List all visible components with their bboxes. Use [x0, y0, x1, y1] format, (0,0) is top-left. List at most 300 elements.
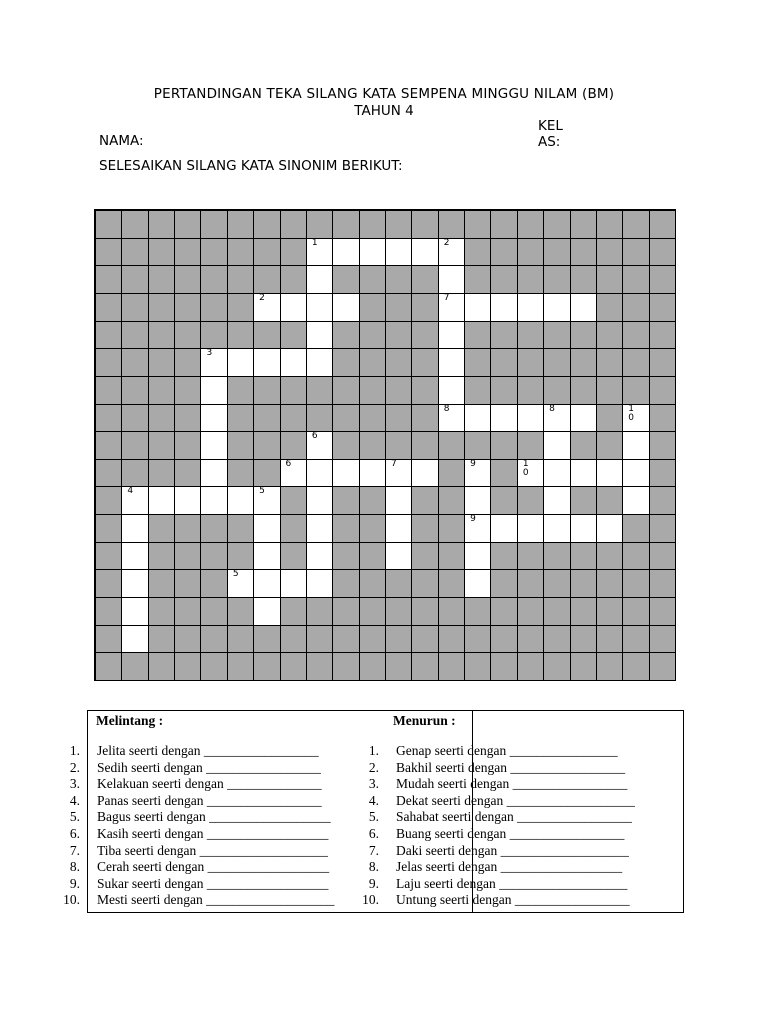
blocked-cell — [464, 348, 491, 377]
blocked-cell — [200, 238, 227, 267]
answer-cell[interactable] — [464, 459, 491, 488]
blocked-cell — [200, 293, 227, 322]
clue-index: 9. — [69, 875, 80, 891]
name-label: NAMA: — [99, 133, 144, 149]
blocked-cell — [517, 376, 544, 405]
blocked-cell — [490, 652, 517, 681]
blocked-cell — [95, 625, 122, 654]
blocked-cell — [332, 625, 359, 654]
answer-cell[interactable] — [438, 376, 465, 405]
blocked-cell — [148, 459, 175, 488]
blocked-cell — [148, 597, 175, 626]
answer-cell[interactable] — [543, 404, 570, 433]
answer-cell[interactable] — [332, 459, 359, 488]
blocked-cell — [174, 404, 201, 433]
blocked-cell — [596, 652, 623, 681]
answer-cell[interactable] — [253, 348, 280, 377]
answer-cell[interactable] — [121, 569, 148, 598]
blocked-cell — [649, 265, 676, 294]
blocked-cell — [517, 597, 544, 626]
answer-cell[interactable] — [596, 514, 623, 543]
blocked-cell — [411, 542, 438, 571]
blocked-cell — [253, 459, 280, 488]
answer-cell[interactable] — [438, 404, 465, 433]
answer-cell[interactable] — [306, 459, 333, 488]
blocked-cell — [121, 404, 148, 433]
blocked-cell — [411, 293, 438, 322]
class-label: KEL AS: — [538, 118, 563, 150]
answer-cell[interactable] — [280, 459, 307, 488]
blocked-cell — [596, 542, 623, 571]
answer-cell[interactable] — [253, 542, 280, 571]
blocked-cell — [306, 404, 333, 433]
answer-cell[interactable] — [332, 293, 359, 322]
blocked-cell — [359, 597, 386, 626]
blocked-cell — [411, 321, 438, 350]
clue-number: 2 — [259, 292, 265, 303]
blocked-cell — [596, 238, 623, 267]
clue-index: 7. — [69, 842, 80, 858]
blocked-cell — [359, 542, 386, 571]
blocked-cell — [200, 542, 227, 571]
blocked-cell — [359, 210, 386, 239]
blocked-cell — [622, 293, 649, 322]
blocked-cell — [411, 652, 438, 681]
blocked-cell — [517, 431, 544, 460]
blocked-cell — [359, 625, 386, 654]
answer-cell[interactable] — [570, 404, 597, 433]
blocked-cell — [253, 238, 280, 267]
blocked-cell — [332, 486, 359, 515]
answer-cell[interactable] — [490, 404, 517, 433]
clue-index: 4. — [368, 792, 379, 808]
clue-number: 10 — [628, 403, 634, 424]
answer-cell[interactable] — [490, 514, 517, 543]
answer-cell[interactable] — [385, 486, 412, 515]
answer-cell[interactable] — [253, 569, 280, 598]
clue-text: Genap seerti dengan ________________ — [396, 743, 618, 758]
blocked-cell — [332, 652, 359, 681]
blocked-cell — [227, 376, 254, 405]
blocked-cell — [385, 625, 412, 654]
clue-text: Daki seerti dengan ___________________ — [396, 842, 629, 858]
blocked-cell — [253, 265, 280, 294]
answer-cell[interactable] — [306, 265, 333, 294]
blocked-cell — [332, 542, 359, 571]
clue-index: 5. — [69, 809, 80, 825]
answer-cell[interactable] — [280, 569, 307, 598]
clue-text: Jelas seerti dengan __________________ — [396, 859, 623, 875]
blocked-cell — [649, 652, 676, 681]
blocked-cell — [280, 404, 307, 433]
blocked-cell — [385, 293, 412, 322]
answer-cell[interactable] — [121, 514, 148, 543]
answer-cell[interactable] — [227, 569, 254, 598]
blocked-cell — [280, 431, 307, 460]
blocked-cell — [306, 597, 333, 626]
blocked-cell — [649, 625, 676, 654]
blocked-cell — [411, 597, 438, 626]
blocked-cell — [227, 238, 254, 267]
answer-cell[interactable] — [438, 238, 465, 267]
clue-number: 7 — [391, 458, 397, 469]
clue-number: 9 — [470, 458, 476, 469]
blocked-cell — [95, 514, 122, 543]
answer-cell[interactable] — [622, 459, 649, 488]
blocked-cell — [464, 652, 491, 681]
answer-cell[interactable] — [438, 293, 465, 322]
clue-text: Sedih seerti dengan _________________ — [97, 759, 321, 775]
answer-cell[interactable] — [200, 376, 227, 405]
answer-cell[interactable] — [121, 542, 148, 571]
answer-cell[interactable] — [438, 321, 465, 350]
blocked-cell — [148, 210, 175, 239]
answer-cell[interactable] — [359, 459, 386, 488]
blocked-cell — [359, 404, 386, 433]
answer-cell[interactable] — [517, 514, 544, 543]
blocked-cell — [385, 376, 412, 405]
clue-text: Jelita seerti dengan _________________ — [97, 743, 319, 758]
blocked-cell — [622, 321, 649, 350]
blocked-cell — [570, 486, 597, 515]
answer-cell[interactable] — [306, 293, 333, 322]
answer-cell[interactable] — [253, 597, 280, 626]
blocked-cell — [95, 348, 122, 377]
blocked-cell — [306, 210, 333, 239]
blocked-cell — [95, 265, 122, 294]
clue-index: 3. — [69, 776, 80, 792]
clue-index: 6. — [69, 826, 80, 841]
blocked-cell — [490, 597, 517, 626]
clue-text: Untung seerti dengan _________________ — [396, 892, 630, 908]
blocked-cell — [174, 569, 201, 598]
blocked-cell — [543, 265, 570, 294]
blocked-cell — [517, 210, 544, 239]
clue-number: 1 — [311, 237, 318, 248]
blocked-cell — [517, 321, 544, 350]
blocked-cell — [174, 514, 201, 543]
blocked-cell — [490, 431, 517, 460]
answer-cell[interactable] — [200, 404, 227, 433]
blocked-cell — [570, 321, 597, 350]
answer-cell[interactable] — [306, 431, 333, 460]
clue-text: Kelakuan seerti dengan ______________ — [97, 776, 322, 792]
blocked-cell — [280, 597, 307, 626]
answer-cell[interactable] — [596, 459, 623, 488]
answer-cell[interactable] — [306, 514, 333, 543]
blocked-cell — [148, 293, 175, 322]
blocked-cell — [649, 210, 676, 239]
answer-cell[interactable] — [306, 569, 333, 598]
blocked-cell — [464, 321, 491, 350]
blocked-cell — [385, 265, 412, 294]
blocked-cell — [359, 514, 386, 543]
blocked-cell — [570, 348, 597, 377]
blocked-cell — [570, 652, 597, 681]
answer-cell[interactable] — [253, 293, 280, 322]
answer-cell[interactable] — [121, 625, 148, 654]
blocked-cell — [385, 210, 412, 239]
blocked-cell — [464, 597, 491, 626]
answer-cell[interactable] — [227, 348, 254, 377]
answer-cell[interactable] — [411, 459, 438, 488]
blocked-cell — [253, 652, 280, 681]
blocked-cell — [332, 265, 359, 294]
blocked-cell — [438, 210, 465, 239]
answer-cell[interactable] — [464, 569, 491, 598]
blocked-cell — [385, 348, 412, 377]
blocked-cell — [174, 238, 201, 267]
blocked-cell — [306, 652, 333, 681]
blocked-cell — [95, 459, 122, 488]
blocked-cell — [359, 431, 386, 460]
blocked-cell — [280, 210, 307, 239]
answer-cell[interactable] — [464, 293, 491, 322]
answer-cell[interactable] — [253, 486, 280, 515]
clue-text: Bakhil seerti dengan _________________ — [396, 759, 626, 775]
clue-index: 10. — [362, 892, 379, 908]
blocked-cell — [649, 348, 676, 377]
blocked-cell — [95, 293, 122, 322]
blocked-cell — [148, 652, 175, 681]
answer-cell[interactable] — [385, 542, 412, 571]
blocked-cell — [174, 459, 201, 488]
blocked-cell — [464, 625, 491, 654]
answer-cell[interactable] — [411, 238, 438, 267]
blocked-cell — [622, 542, 649, 571]
answer-cell[interactable] — [306, 238, 333, 267]
blocked-cell — [517, 238, 544, 267]
blocked-cell — [596, 625, 623, 654]
blocked-cell — [332, 210, 359, 239]
answer-cell[interactable] — [306, 321, 333, 350]
answer-cell[interactable] — [385, 459, 412, 488]
blocked-cell — [543, 348, 570, 377]
answer-cell[interactable] — [490, 293, 517, 322]
blocked-cell — [227, 210, 254, 239]
answer-cell[interactable] — [464, 542, 491, 571]
blocked-cell — [121, 265, 148, 294]
blocked-cell — [359, 265, 386, 294]
blocked-cell — [543, 376, 570, 405]
blocked-cell — [174, 210, 201, 239]
answer-cell[interactable] — [543, 514, 570, 543]
answer-cell[interactable] — [121, 486, 148, 515]
answer-cell[interactable] — [464, 514, 491, 543]
blocked-cell — [517, 542, 544, 571]
blocked-cell — [622, 376, 649, 405]
blocked-cell — [359, 486, 386, 515]
blocked-cell — [227, 542, 254, 571]
blocked-cell — [280, 652, 307, 681]
blocked-cell — [570, 376, 597, 405]
answer-cell[interactable] — [438, 265, 465, 294]
down-heading: Menurun : — [393, 713, 456, 728]
clue-number: 4 — [127, 486, 134, 497]
blocked-cell — [174, 348, 201, 377]
blocked-cell — [490, 265, 517, 294]
answer-cell[interactable] — [306, 486, 333, 515]
blocked-cell — [174, 321, 201, 350]
blocked-cell — [570, 210, 597, 239]
blocked-cell — [280, 376, 307, 405]
blocked-cell — [121, 348, 148, 377]
blocked-cell — [490, 542, 517, 571]
answer-cell[interactable] — [517, 459, 544, 488]
blocked-cell — [649, 404, 676, 433]
answer-cell[interactable] — [332, 238, 359, 267]
blocked-cell — [227, 597, 254, 626]
answer-cell[interactable] — [306, 348, 333, 377]
blocked-cell — [227, 431, 254, 460]
blocked-cell — [622, 625, 649, 654]
blocked-cell — [121, 293, 148, 322]
clue-text: Kasih seerti dengan __________________ — [97, 826, 329, 841]
answer-cell[interactable] — [200, 459, 227, 488]
blocked-cell — [280, 542, 307, 571]
blocked-cell — [649, 293, 676, 322]
answer-cell[interactable] — [385, 238, 412, 267]
answer-cell[interactable] — [280, 348, 307, 377]
answer-cell[interactable] — [280, 293, 307, 322]
answer-cell[interactable] — [121, 597, 148, 626]
answer-cell[interactable] — [464, 404, 491, 433]
blocked-cell — [332, 348, 359, 377]
answer-cell[interactable] — [622, 404, 649, 433]
answer-cell[interactable] — [543, 431, 570, 460]
blocked-cell — [148, 321, 175, 350]
blocked-cell — [253, 625, 280, 654]
blocked-cell — [200, 569, 227, 598]
clue-index: 2. — [69, 759, 80, 775]
blocked-cell — [411, 569, 438, 598]
blocked-cell — [332, 431, 359, 460]
answer-cell[interactable] — [227, 486, 254, 515]
blocked-cell — [359, 321, 386, 350]
clue-text: Panas seerti dengan _________________ — [97, 792, 322, 808]
answer-cell[interactable] — [543, 459, 570, 488]
answer-cell[interactable] — [543, 486, 570, 515]
blocked-cell — [280, 625, 307, 654]
answer-cell[interactable] — [385, 514, 412, 543]
blocked-cell — [517, 625, 544, 654]
blocked-cell — [490, 625, 517, 654]
blocked-cell — [411, 376, 438, 405]
instruction-text: SELESAIKAN SILANG KATA SINONIM BERIKUT: — [99, 158, 403, 174]
blocked-cell — [385, 404, 412, 433]
answer-cell[interactable] — [148, 486, 175, 515]
blocked-cell — [121, 652, 148, 681]
answer-cell[interactable] — [464, 486, 491, 515]
blocked-cell — [174, 265, 201, 294]
answer-cell[interactable] — [174, 486, 201, 515]
answer-cell[interactable] — [570, 459, 597, 488]
blocked-cell — [95, 597, 122, 626]
blocked-cell — [359, 652, 386, 681]
blocked-cell — [332, 321, 359, 350]
blocked-cell — [411, 625, 438, 654]
answer-cell[interactable] — [570, 514, 597, 543]
answer-cell[interactable] — [200, 486, 227, 515]
blocked-cell — [95, 431, 122, 460]
blocked-cell — [570, 597, 597, 626]
answer-cell[interactable] — [200, 348, 227, 377]
answer-cell[interactable] — [570, 293, 597, 322]
blocked-cell — [464, 376, 491, 405]
blocked-cell — [596, 486, 623, 515]
blocked-cell — [596, 265, 623, 294]
blocked-cell — [148, 238, 175, 267]
clue-text: Tiba seerti dengan ___________________ — [97, 842, 328, 858]
answer-cell[interactable] — [253, 514, 280, 543]
blocked-cell — [121, 376, 148, 405]
answer-cell[interactable] — [622, 486, 649, 515]
blocked-cell — [359, 569, 386, 598]
answer-cell[interactable] — [543, 293, 570, 322]
blocked-cell — [411, 210, 438, 239]
blocked-cell — [543, 652, 570, 681]
clue-index: 4. — [69, 792, 80, 808]
blocked-cell — [227, 625, 254, 654]
blocked-cell — [543, 238, 570, 267]
blocked-cell — [411, 348, 438, 377]
blocked-cell — [438, 652, 465, 681]
across-heading: Melintang : — [96, 713, 164, 728]
blocked-cell — [121, 459, 148, 488]
blocked-cell — [148, 542, 175, 571]
clue-number: 8 — [549, 403, 555, 414]
answer-cell[interactable] — [517, 293, 544, 322]
blocked-cell — [174, 625, 201, 654]
blocked-cell — [517, 265, 544, 294]
blocked-cell — [570, 238, 597, 267]
blocked-cell — [596, 293, 623, 322]
answer-cell[interactable] — [359, 238, 386, 267]
blocked-cell — [464, 431, 491, 460]
blocked-cell — [517, 486, 544, 515]
blocked-cell — [649, 514, 676, 543]
answer-cell[interactable] — [622, 431, 649, 460]
blocked-cell — [438, 597, 465, 626]
answer-cell[interactable] — [438, 348, 465, 377]
blocked-cell — [200, 514, 227, 543]
blocked-cell — [359, 348, 386, 377]
blocked-cell — [359, 376, 386, 405]
blocked-cell — [148, 569, 175, 598]
blocked-cell — [570, 625, 597, 654]
answer-cell[interactable] — [517, 404, 544, 433]
blocked-cell — [596, 376, 623, 405]
blocked-cell — [649, 569, 676, 598]
blocked-cell — [280, 486, 307, 515]
blocked-cell — [596, 597, 623, 626]
clue-index: 8. — [368, 859, 379, 875]
blocked-cell — [148, 431, 175, 460]
blocked-cell — [200, 652, 227, 681]
answer-cell[interactable] — [306, 542, 333, 571]
blocked-cell — [332, 514, 359, 543]
clue-index: 3. — [368, 776, 379, 792]
blocked-cell — [438, 431, 465, 460]
blocked-cell — [227, 404, 254, 433]
blocked-cell — [227, 265, 254, 294]
answer-cell[interactable] — [200, 431, 227, 460]
blocked-cell — [622, 514, 649, 543]
clue-index: 10. — [63, 892, 80, 908]
blocked-cell — [464, 238, 491, 267]
blocked-cell — [649, 486, 676, 515]
blocked-cell — [622, 569, 649, 598]
